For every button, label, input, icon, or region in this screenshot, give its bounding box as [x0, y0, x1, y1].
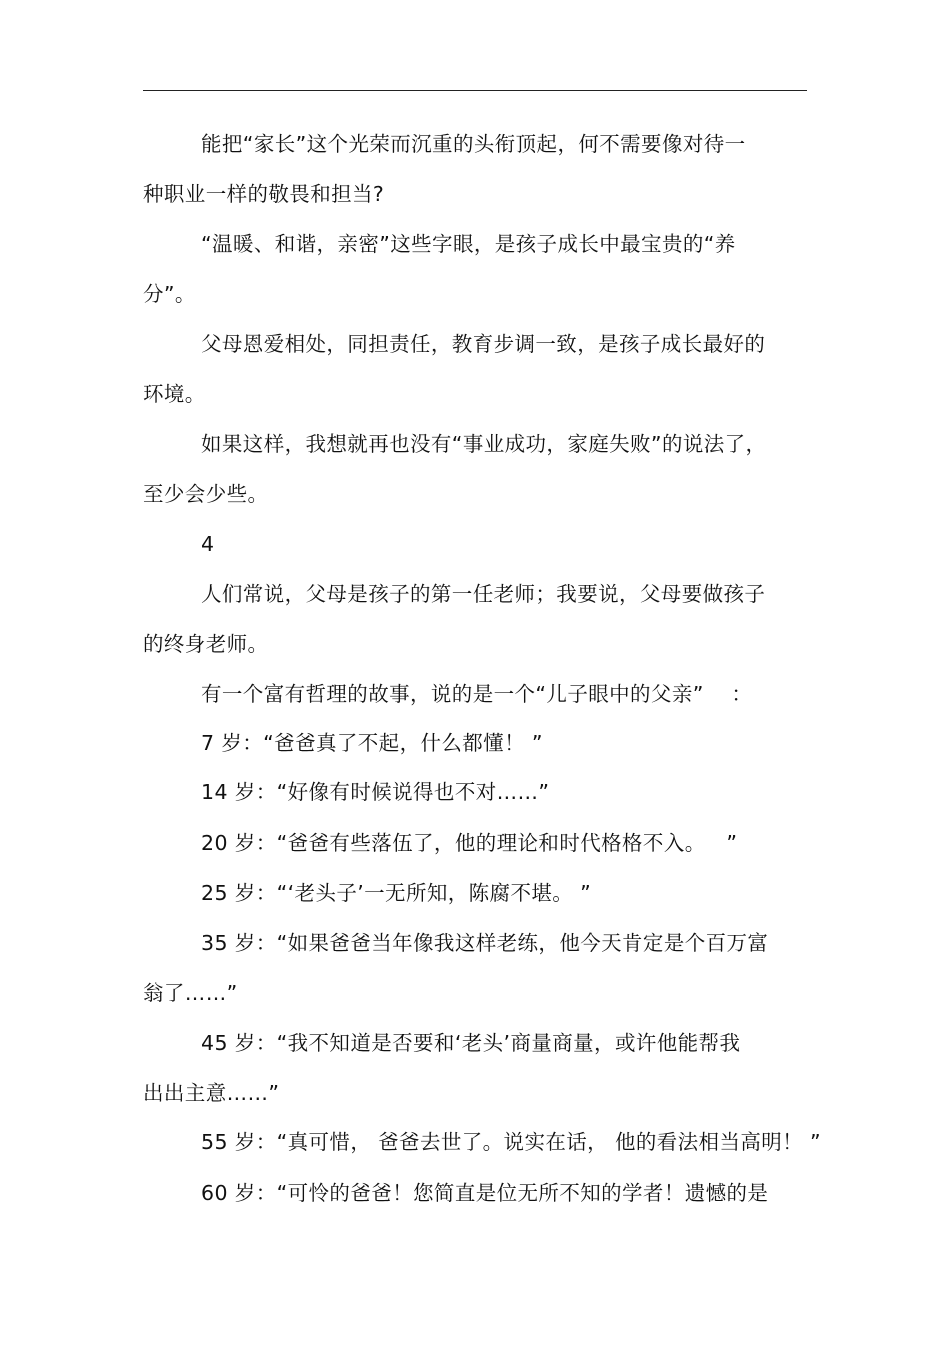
text-line: 翁了……” — [143, 981, 238, 1005]
text-line: 人们常说，父母是孩子的第一任老师；我要说，父母要做孩子 — [201, 582, 766, 606]
text-line: 7 岁：“爸爸真了不起，什么都懂！ ” — [201, 731, 543, 755]
text-line: 有一个富有哲理的故事，说的是一个“儿子眼中的父亲” ： — [201, 682, 753, 706]
text-line: 至少会少些。 — [143, 482, 269, 506]
text-line: 环境。 — [143, 382, 206, 406]
text-line: 分”。 — [143, 282, 196, 306]
text-line: 25 岁：“‘老头子’一无所知，陈腐不堪。 ” — [201, 881, 592, 905]
section-number: 4 — [201, 532, 215, 556]
text-line: 出出主意……” — [143, 1081, 280, 1105]
text-line: 45 岁：“我不知道是否要和‘老头’商量商量，或许他能帮我 — [201, 1031, 741, 1055]
text-line: 能把“家长”这个光荣而沉重的头衔顶起，何不需要像对待一 — [201, 132, 746, 156]
text-line: “温暖、和谐，亲密”这些字眼，是孩子成长中最宝贵的“养 — [201, 232, 736, 256]
text-line: 35 岁：“如果爸爸当年像我这样老练，他今天肯定是个百万富 — [201, 931, 769, 955]
text-line: 如果这样，我想就再也没有“事业成功，家庭失败”的说法了， — [201, 432, 767, 456]
text-line: 55 岁：“真可惜， 爸爸去世了。说实在话， 他的看法相当高明！ ” — [201, 1130, 821, 1154]
text-line: 种职业一样的敬畏和担当? — [143, 182, 385, 206]
text-line: 60 岁：“可怜的爸爸！您简直是位无所不知的学者！遗憾的是 — [201, 1181, 769, 1205]
text-line: 父母恩爱相处，同担责任，教育步调一致，是孩子成长最好的 — [201, 332, 766, 356]
text-line: 14 岁：“好像有时候说得也不对……” — [201, 780, 550, 804]
text-line: 的终身老师。 — [143, 632, 269, 656]
text-line: 20 岁：“爸爸有些落伍了，他的理论和时代格格不入。 ” — [201, 831, 738, 855]
header-rule — [143, 90, 807, 91]
